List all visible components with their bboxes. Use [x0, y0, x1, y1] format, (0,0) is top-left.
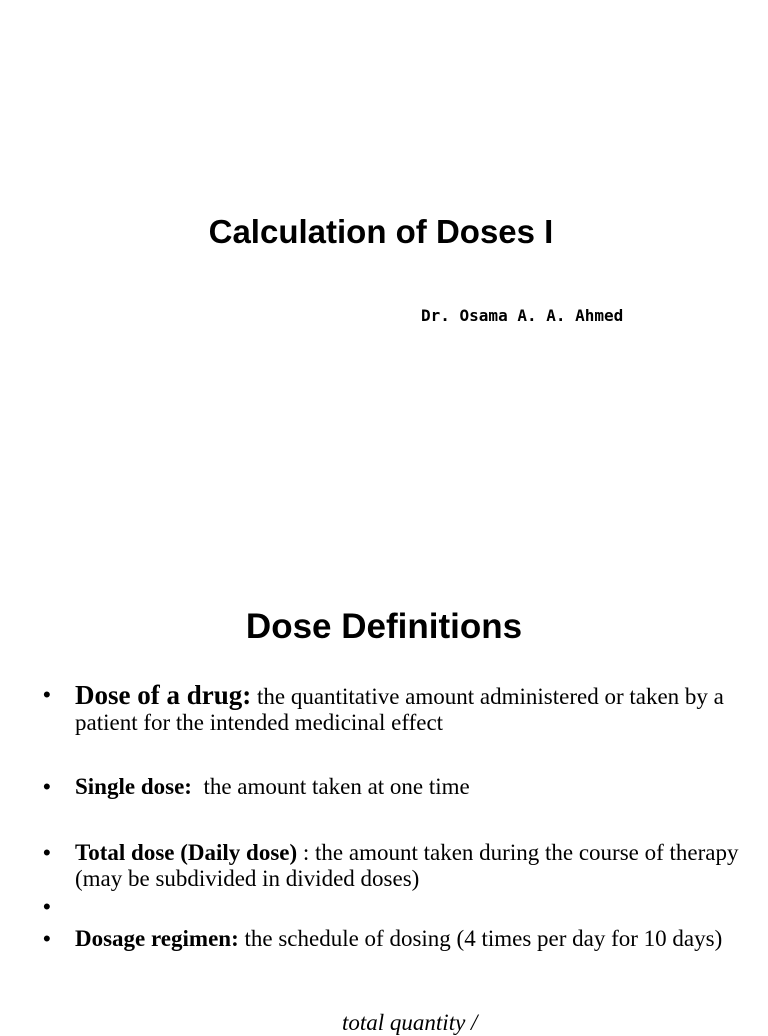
list-item [43, 774, 745, 800]
list-item [43, 680, 745, 736]
slide-heading: Dose Definitions [245, 607, 523, 646]
author-name: Dr. Osama A. A. Ahmed [421, 306, 624, 325]
definition-text: : the amount taken during the course of therapy (may be subdivided in divided doses) [75, 840, 739, 891]
definition-text: the amount taken at one time [191, 774, 470, 799]
definition-term: Total dose (Daily dose) [75, 840, 298, 865]
bullet-icon: • [43, 894, 51, 919]
slide-title: Calculation of Doses I [208, 213, 554, 250]
bullet-icon: • [43, 926, 51, 951]
definition-term: Dose of a drug: [75, 680, 252, 710]
definition-term: Dosage regimen: [75, 926, 239, 951]
list-item [43, 840, 745, 892]
bullet-icon: • [43, 840, 51, 865]
list-item [43, 926, 745, 952]
definition-text: the schedule of dosing (4 times per day for 10 days) [238, 926, 723, 951]
definitions-slide [0, 576, 768, 1035]
bullet-icon: • [43, 774, 51, 799]
definition-text: the quantitative amount administered or taken by a patient for the intended medicinal effect [75, 684, 724, 735]
definition-term: Single dose: [75, 774, 192, 799]
formula-fragment: total quantity / [342, 1010, 478, 1035]
bullet-icon: • [43, 682, 51, 707]
